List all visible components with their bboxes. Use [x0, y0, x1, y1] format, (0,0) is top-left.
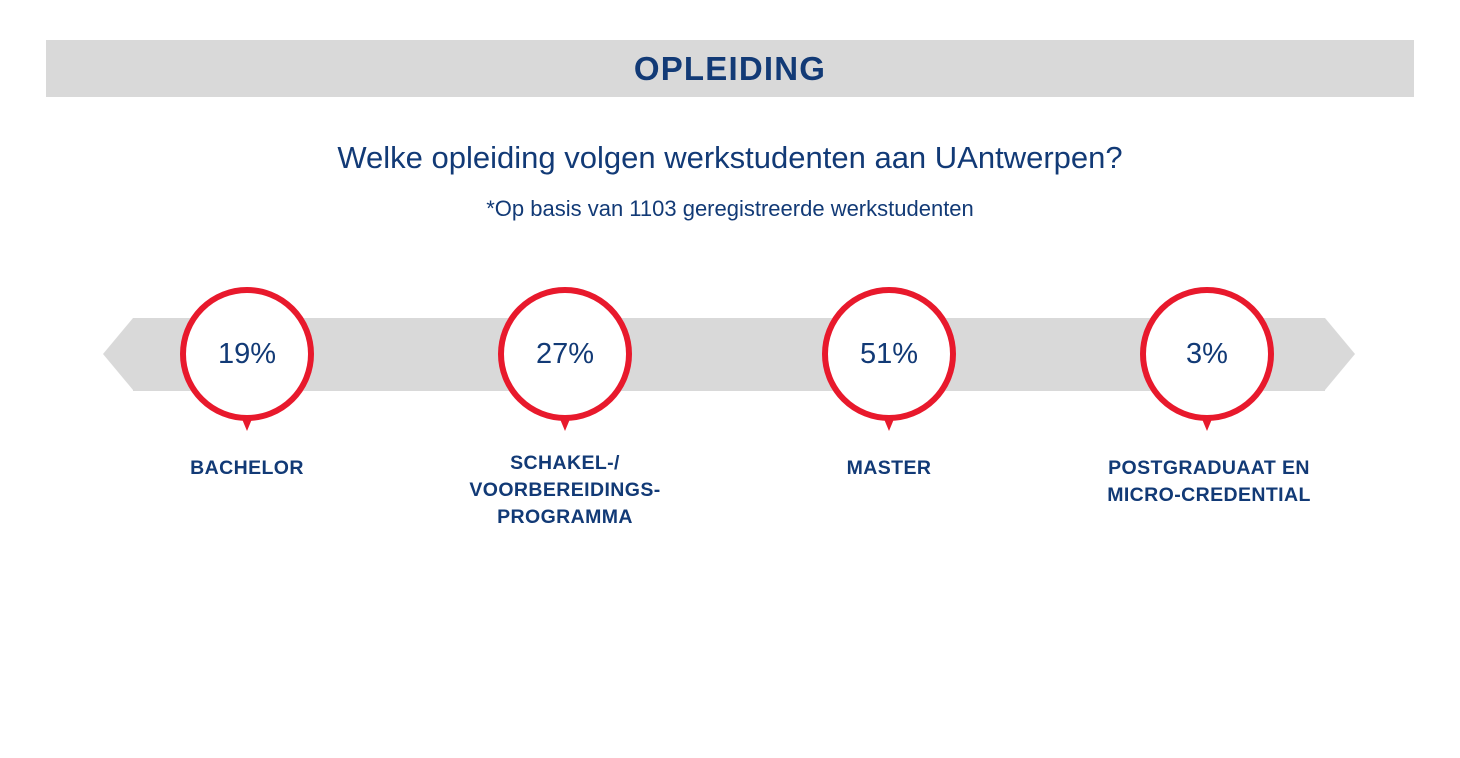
- category-label-line: MICRO-CREDENTIAL: [1107, 483, 1311, 506]
- category-label-line: SCHAKEL-/: [510, 452, 620, 474]
- marker-pin-postgraduaat: [1140, 287, 1274, 437]
- category-label-schakel: [435, 450, 695, 531]
- map-pin-notch: [1194, 379, 1220, 405]
- category-label-line: VOORBEREIDINGS-: [469, 478, 661, 501]
- marker-value: 27%: [535, 337, 595, 370]
- marker-pin-schakel: [498, 287, 632, 437]
- marker-pin-bachelor: [180, 287, 314, 437]
- marker-value: 51%: [859, 337, 919, 370]
- category-label-master: MASTER: [846, 457, 932, 479]
- marker-circle: [498, 287, 632, 421]
- category-label-postgraduaat: [1049, 455, 1369, 509]
- header-band: [46, 40, 1414, 97]
- marker-pin-master: [822, 287, 956, 437]
- category-label-line: POSTGRADUAAT EN: [1108, 457, 1310, 479]
- category-label-line: PROGRAMMA: [497, 505, 633, 528]
- chart-subtitle: *Op basis van 1103 geregistreerde werkstudenten: [486, 196, 974, 221]
- arrow-head-left-icon: [103, 318, 133, 390]
- marker-circle: [180, 287, 314, 421]
- arrow-head-right-icon: [1325, 318, 1355, 390]
- marker-circle: [822, 287, 956, 421]
- category-label-bachelor: BACHELOR: [190, 457, 304, 479]
- chart-question: Welke opleiding volgen werkstudenten aan UAntwerpen?: [337, 140, 1123, 175]
- marker-value: 3%: [1186, 337, 1228, 370]
- marker-value: 19%: [217, 337, 277, 370]
- page-title: OPLEIDING: [633, 49, 827, 87]
